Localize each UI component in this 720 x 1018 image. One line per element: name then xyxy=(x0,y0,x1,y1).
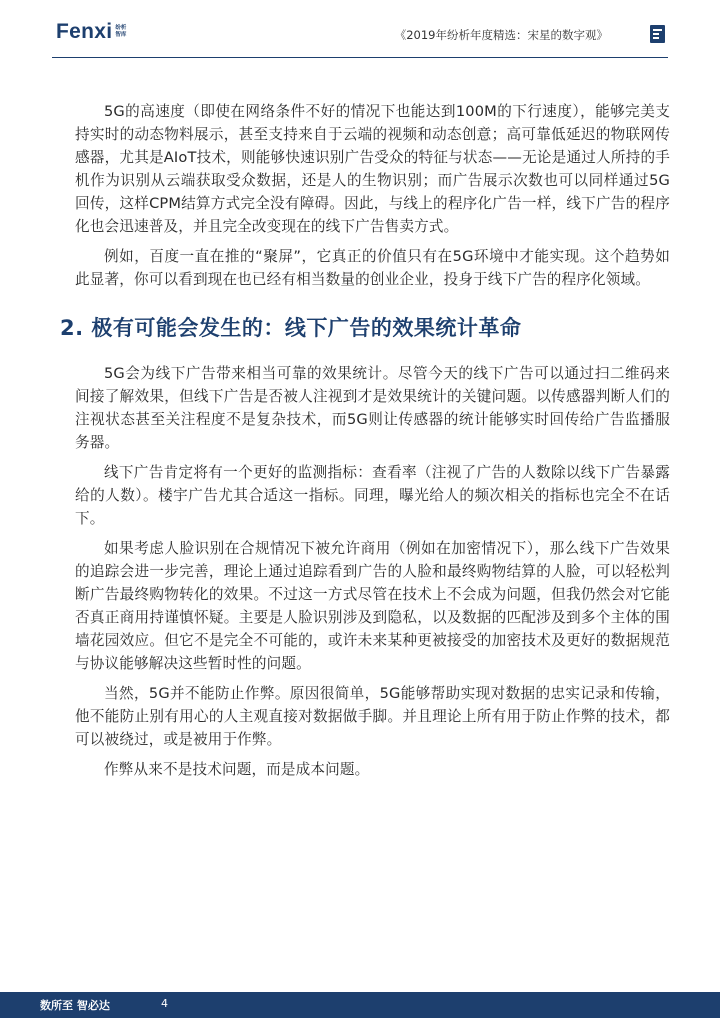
article-body xyxy=(60,100,670,788)
logo-text: Fenxi xyxy=(56,20,113,43)
paragraph: 当然，5G并不能防止作弊。原因很简单，5G能够帮助实现对数据的忠实记录和传输，他不能防止别有用心的人主观直接对数据做手脚。并且理论上所有用于防止作弊的技术，都可以被绕过，或是被用于作弊。 xyxy=(75,685,670,748)
header-divider xyxy=(52,57,668,58)
logo-sub-line1: 纷析 xyxy=(115,25,127,31)
paragraph: 线下广告肯定将有一个更好的监测指标：查看率（注视了广告的人数除以线下广告暴露给的人数）。楼宇广告尤其合适这一指标。同理，曝光给人的频次相关的指标也完全不在话下。 xyxy=(75,464,670,527)
fenxi-logo xyxy=(56,20,126,44)
logo-sub-line2: 智库 xyxy=(115,32,127,38)
document-title: 《2019年纷析年度精选：宋星的数字观》 xyxy=(394,28,608,42)
paragraph: 5G的高速度（即使在网络条件不好的情况下也能达到100M的下行速度），能够完美支持实时的动态物料展示，甚至支持来自于云端的视频和动态创意；高可靠低延迟的物联网传感器，尤其是AIoT技术，则能够快速识别广告受众的特征与状态——无论是通过人所持的手机作为识别从云端获取受众数据，还是人的生物识别；而广告展示次数也可以同样通过5G回传，这样CPM结算方式完全没有障碍。因此，与线上的程序化广告一样，线下广告的程序化也会迅速普及，并且完全改变现在的线下广告售卖方式。 xyxy=(75,103,670,235)
paragraph: 例如，百度一直在推的“聚屏”，它真正的价值只有在5G环境中才能实现。这个趋势如此显著，你可以看到现在也已经有相当数量的创业企业，投身于线下广告的程序化领域。 xyxy=(75,248,670,288)
page-header xyxy=(0,0,720,64)
paragraph: 5G会为线下广告带来相当可靠的效果统计。尽管今天的线下广告可以通过扫二维码来间接了解效果，但线下广告是否被人注视到才是效果统计的关键问题。以传感器判断人们的注视状态甚至关注程度不是复杂技术，而5G则让传感器的统计能够实时回传给广告监播服务器。 xyxy=(75,365,670,451)
footer-slogan: 数所至 智必达 xyxy=(40,999,110,1012)
page-number: 4 xyxy=(161,997,168,1010)
paragraph: 如果考虑人脸识别在合规情况下被允许商用（例如在加密情况下），那么线下广告效果的追踪会进一步完善，理论上通过追踪看到广告的人脸和最终购物结算的人脸，可以轻松判断广告最终购物转化的效果。不过这一方式尽管在技术上不会成为问题，但我仍然会对它能否真正商用持谨慎怀疑。主要是人脸识别涉及到隐私，以及数据的匹配涉及到多个主体的围墙花园效应。但它不是完全不可能的，或许未来某种更被接受的加密技术及更好的数据规范与协议能够解决这些暂时性的问题。 xyxy=(75,540,670,672)
logo-subtitle xyxy=(115,25,126,39)
paragraph: 作弊从来不是技术问题，而是成本问题。 xyxy=(104,761,370,778)
document-icon xyxy=(650,25,665,43)
page-footer xyxy=(0,992,720,1018)
section-heading: 2. 极有可能会发生的：线下广告的效果统计革命 xyxy=(60,316,522,340)
